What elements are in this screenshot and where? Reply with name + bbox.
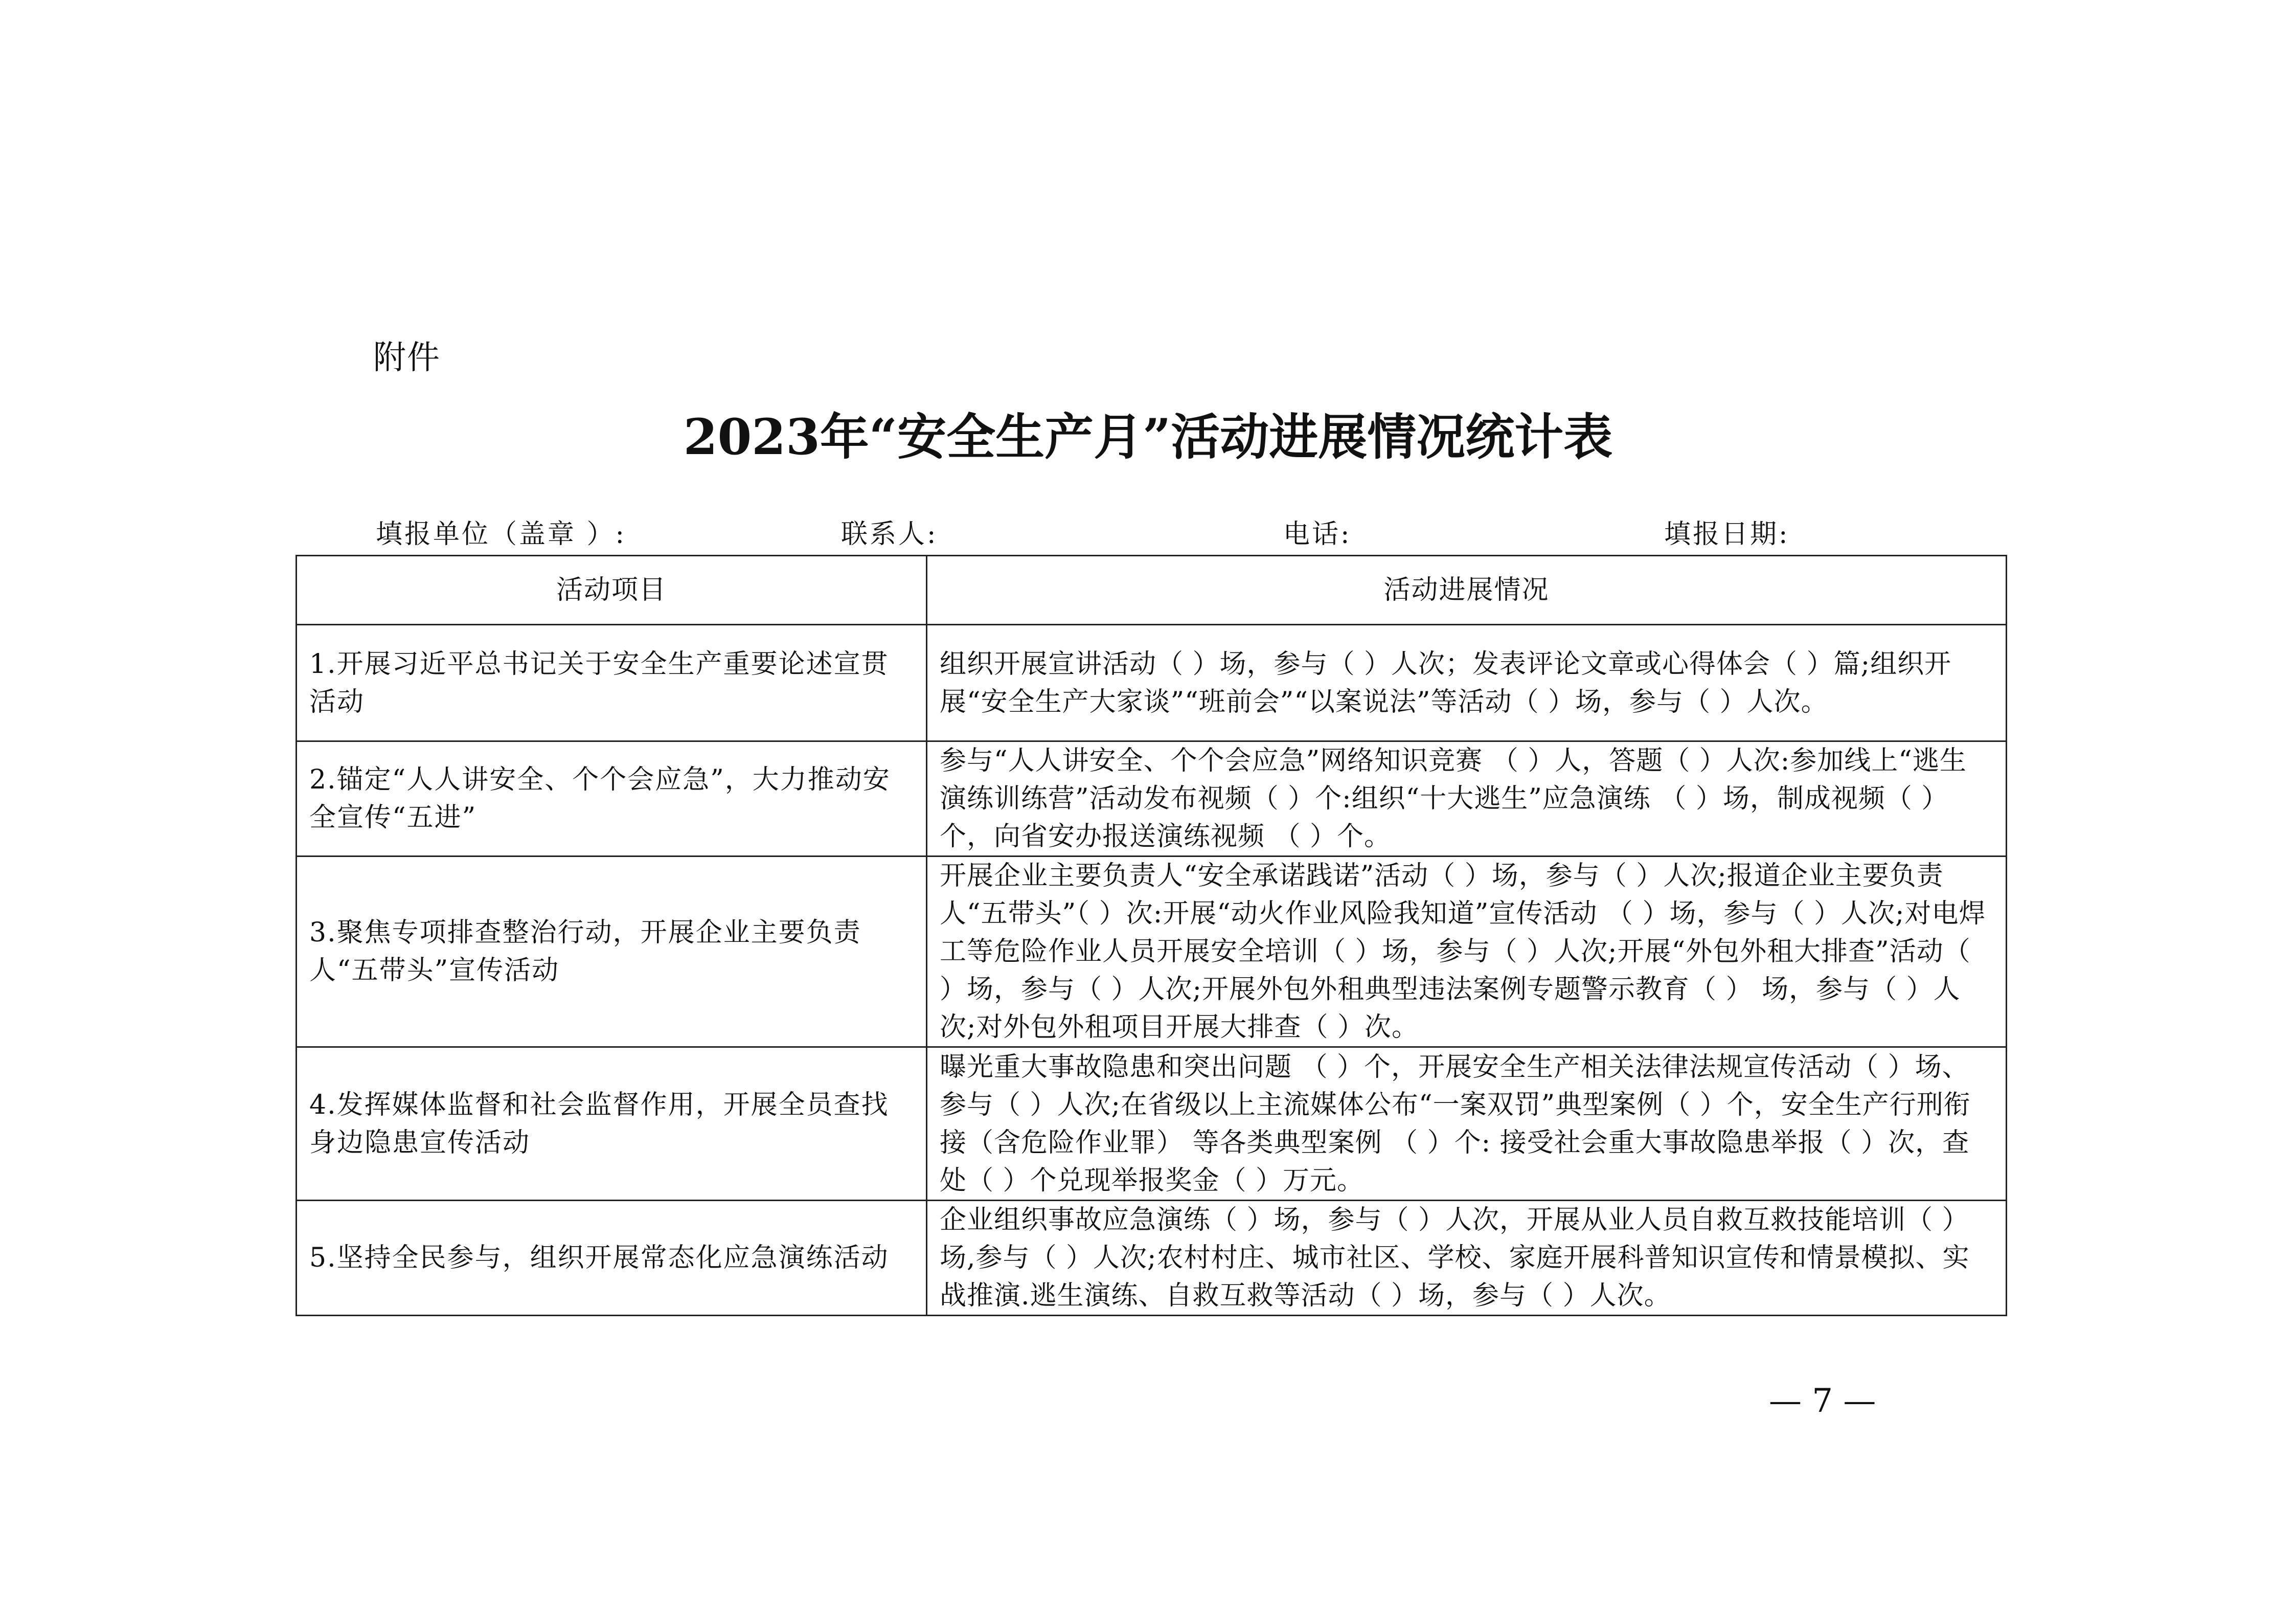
document-title: 2023年“安全生产月”活动进展情况统计表	[683, 408, 1613, 466]
activity-item-cell: 1.开展习近平总书记关于安全生产重要论述宣贯活动	[297, 625, 927, 741]
activity-progress-cell: 企业组织事故应急演练（ ）场，参与（ ）人次，开展从业人员自救互救技能培训（ ）场,参与（ ）人次;农村村庄、城市社区、学校、家庭开展科普知识宣传和情景模拟、实战推演.逃生演练、自救互救等活动（ ）场，参与（ ）人次。	[927, 1201, 2007, 1316]
activity-item-cell: 4.发挥媒体监督和社会监督作用，开展全员查找身边隐患宣传活动	[297, 1047, 927, 1201]
table-row	[297, 741, 2007, 856]
reporting-unit-field: 填报单位（盖章 ）:	[376, 519, 627, 550]
contact-person-field: 联系人:	[841, 519, 938, 550]
phone-field: 电话:	[1283, 519, 1352, 550]
activity-progress-cell: 曝光重大事故隐患和突出问题 （ ）个，开展安全生产相关法律法规宣传活动（ ）场、参与（ ）人次;在省级以上主流媒体公布“一案双罚”典型案例（ ）个，安全生产行刑衔接（含危险作业罪） 等各类典型案例 （ ）个: 接受社会重大事故隐患举报（ ）次，查处（ ）个兑现举报奖金（ ）万元。	[927, 1047, 2007, 1201]
activity-progress-cell: 组织开展宣讲活动（ ）场，参与（ ）人次；发表评论文章或心得体会（ ）篇;组织开展“安全生产大家谈”“班前会”“以案说法”等活动（ ）场，参与（ ）人次。	[927, 625, 2007, 741]
activity-progress-cell: 参与“人人讲安全、个个会应急”网络知识竞赛 （ ）人，答题（ ）人次:参加线上“逃生演练训练营”活动发布视频（ ）个:组织“十大逃生”应急演练 （ ）场，制成视频（ ）个，向省安办报送演练视频 （ ）个。	[927, 741, 2007, 856]
attachment-label: 附件	[373, 339, 441, 377]
fill-in-fields	[0, 514, 2296, 555]
table-row	[297, 1201, 2007, 1316]
page-number: — 7 —	[1769, 1382, 1876, 1420]
activity-progress-cell: 开展企业主要负责人“安全承诺践诺”活动（ ）场，参与（ ）人次;报道企业主要负责人“五带头”（ ）次:开展“动火作业风险我知道”宣传活动 （ ）场，参与（ ）人次;对电焊工等危险作业人员开展安全培训（ ）场，参与（ ）人次;开展“外包外租大排查”活动（ ）场，参与（ ）人次;开展外包外租典型违法案例专题警示教育（ ） 场，参与（ ）人次;对外包外租项目开展大排查（ ）次。	[927, 856, 2007, 1047]
report-date-field: 填报日期:	[1664, 519, 1790, 550]
table-row	[297, 1047, 2007, 1201]
header-activity-item: 活动项目	[297, 556, 927, 625]
activity-item-cell: 3.聚焦专项排查整治行动，开展企业主要负责人“五带头”宣传活动	[297, 856, 927, 1047]
activity-progress-table	[295, 555, 2007, 1316]
table-row	[297, 856, 2007, 1047]
header-activity-progress: 活动进展情况	[927, 556, 2007, 625]
table-row	[297, 625, 2007, 741]
table-header-row	[297, 556, 2007, 625]
activity-item-cell: 2.锚定“人人讲安全、个个会应急”，大力推动安全宣传“五进”	[297, 741, 927, 856]
activity-item-cell: 5.坚持全民参与，组织开展常态化应急演练活动	[297, 1201, 927, 1316]
